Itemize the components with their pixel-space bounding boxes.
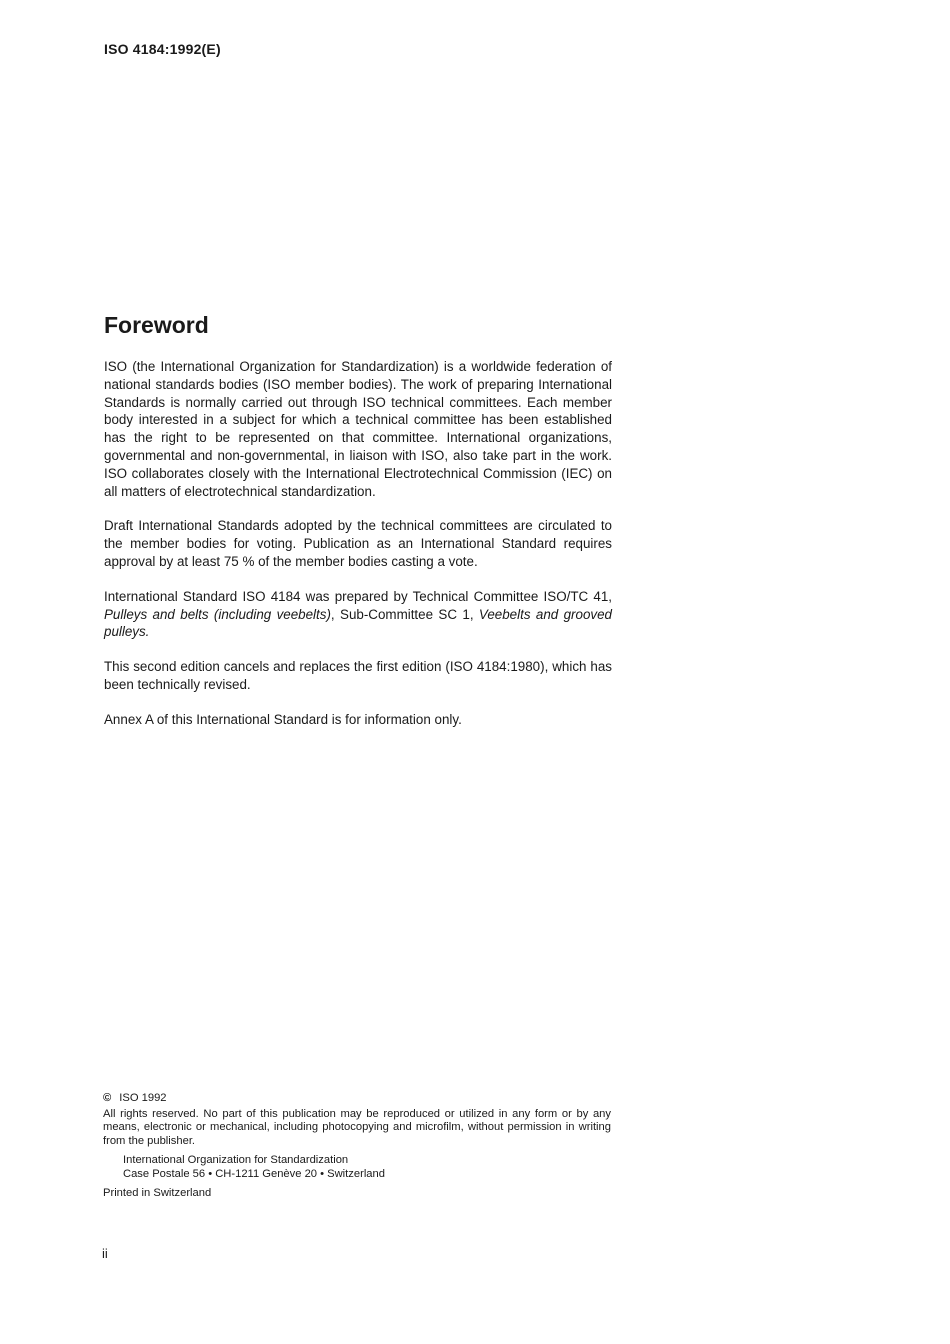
page-number: ii [102, 1246, 108, 1261]
foreword-paragraph-5: Annex A of this International Standard is for information only. [104, 711, 462, 727]
paragraph-3-text-b: , Sub-Committee SC 1, [330, 606, 479, 622]
copyright-year: ISO 1992 [119, 1092, 167, 1104]
publisher-address [103, 1154, 611, 1181]
foreword-paragraph-4: This second edition cancels and replaces the first edition (ISO 4184:1980), which has been technically revised. [104, 659, 612, 692]
foreword-paragraph-2: Draft International Standards adopted by the technical committees are circulated to the member bodies for voting. Publication as an International Standard requires approval by at least 75 % of the member bodies casting a vote. [104, 518, 612, 569]
copyright-block [103, 1092, 611, 1201]
paragraph-3-text-a: International Standard ISO 4184 was prepared by Technical Committee ISO/TC 41, [104, 588, 612, 604]
committee-title: Pulleys and belts (including veebelts) [104, 606, 331, 622]
publisher-postal-address: Case Postale 56 • CH-1211 Genève 20 • Switzerland [123, 1167, 385, 1180]
copyright-line [103, 1092, 611, 1106]
printed-location: Printed in Switzerland [103, 1187, 212, 1199]
rights-statement: All rights reserved. No part of this publication may be reproduced or utilized in any form or by any means, electronic or mechanical, including photocopying and microfilm, without permission in writing from the publisher. [103, 1107, 611, 1147]
copyright-icon: © [103, 1092, 112, 1104]
foreword-paragraph-1: ISO (the International Organization for Standardization) is a worldwide federation of national standards bodies (ISO member bodies). The work of preparing International Standards is normally carried out through ISO technical committees. Each member body interested in a subject for which a technical committee has been established has the right to be represented on that committee. International organizations, governmental and non-governmental, in liaison with ISO, also take part in the work. ISO collaborates closely with the International Electrotechnical Commission (IEC) on all matters of electrotechnical standardization. [104, 359, 612, 499]
foreword-paragraph-3 [104, 588, 612, 641]
publisher-name: International Organization for Standardization [123, 1154, 349, 1166]
document-id-header: ISO 4184:1992(E) [104, 41, 221, 57]
foreword-body [104, 358, 612, 746]
page-title: Foreword [104, 312, 209, 338]
subcommittee-title: Veebelts and grooved pulleys. [104, 606, 612, 640]
